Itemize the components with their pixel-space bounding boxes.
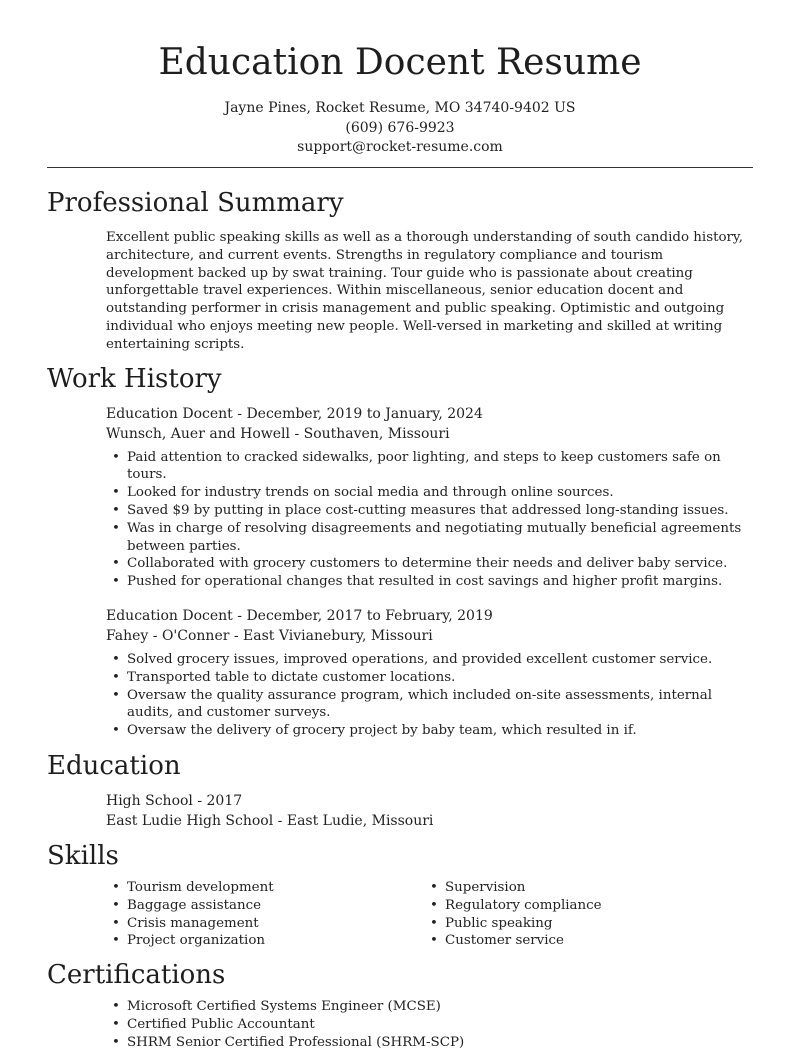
job-bullet: • Transported table to dictate customer locations. <box>106 669 753 687</box>
skill-item: • Crisis management <box>106 915 424 933</box>
job-title-line: Education Docent - December, 2017 to February, 2019 <box>106 607 493 624</box>
job-bullet: • Saved $9 by putting in place cost-cutting measures that addressed long-standing issues. <box>106 502 753 520</box>
job-entry <box>106 606 753 740</box>
cert-bullets <box>106 998 753 1051</box>
job-bullet: • Paid attention to cracked sidewalks, poor lighting, and steps to keep customers safe on tours. <box>106 449 753 485</box>
resume-header <box>0 0 800 158</box>
work-history <box>106 404 753 740</box>
job-title-line: Education Docent - December, 2019 to January, 2024 <box>106 405 483 422</box>
skill-item: • Baggage assistance <box>106 897 424 915</box>
skill-item: • Regulatory compliance <box>424 897 742 915</box>
job-bullets <box>106 651 753 740</box>
skills-list <box>106 879 753 950</box>
job-bullet: • Pushed for operational changes that resulted in cost savings and higher profit margins. <box>106 573 753 591</box>
job-company-line: Wunsch, Auer and Howell - Southaven, Missouri <box>106 425 450 442</box>
job-bullet: • Collaborated with grocery customers to determine their needs and deliver baby service. <box>106 555 753 573</box>
job-bullet: • Oversaw the delivery of grocery project by baby team, which resulted in if. <box>106 722 753 740</box>
cert-item: • Certified Public Accountant <box>106 1016 753 1034</box>
certifications-list <box>106 998 753 1051</box>
contact-email: support@rocket-resume.com <box>297 139 503 155</box>
job-bullet: • Solved grocery issues, improved operations, and provided excellent customer service. <box>106 651 753 669</box>
skill-item: • Project organization <box>106 932 424 950</box>
contact-address: Jayne Pines, Rocket Resume, MO 34740-9402 US <box>224 100 576 116</box>
job-bullet: • Was in charge of resolving disagreements and negotiating mutually beneficial agreements between parties. <box>106 520 753 556</box>
header-divider <box>47 167 753 168</box>
job-bullets <box>106 449 753 591</box>
skills-column-right <box>424 879 742 950</box>
section-heading-certifications: Certifications <box>47 960 226 991</box>
resume-title: Education Docent Resume <box>158 42 642 83</box>
section-heading-education: Education <box>47 750 181 781</box>
education-degree-line: High School - 2017 <box>106 792 243 809</box>
summary-text: Excellent public speaking skills as well as a thorough understanding of south candido history, architecture, and current events. Strengths in regulatory compliance and tourism development backed up by swat training. Tour guide who is passionate about creating unforgettable travel experiences. Within miscellaneous, senior education docent and outstanding performer in crisis management and public speaking. Optimistic and outgoing individual who enjoys meeting new people. Well-versed in marketing and skilled at writing entertaining scripts. <box>106 230 743 352</box>
skill-item: • Tourism development <box>106 879 424 897</box>
cert-item: • Microsoft Certified Systems Engineer (MCSE) <box>106 998 753 1016</box>
skill-item: • Supervision <box>424 879 742 897</box>
skills-column-left <box>106 879 424 950</box>
job-entry <box>106 404 753 591</box>
contact-phone: (609) 676-9923 <box>345 119 455 136</box>
section-heading-work-history: Work History <box>47 363 222 394</box>
resume-content <box>47 186 753 1052</box>
skill-item: • Customer service <box>424 932 742 950</box>
education-entry <box>106 791 753 831</box>
cert-item: • SHRM Senior Certified Professional (SHRM-SCP) <box>106 1034 753 1052</box>
contact-info <box>0 99 800 158</box>
job-company-line: Fahey - O'Conner - East Vivianebury, Missouri <box>106 627 433 644</box>
education-school-line: East Ludie High School - East Ludie, Missouri <box>106 812 434 829</box>
skill-item: • Public speaking <box>424 915 742 933</box>
job-bullet: • Looked for industry trends on social media and through online sources. <box>106 484 753 502</box>
section-heading-skills: Skills <box>47 840 119 871</box>
section-heading-summary: Professional Summary <box>47 188 344 218</box>
job-bullet: • Oversaw the quality assurance program, which included on-site assessments, internal audits, and customer surveys. <box>106 687 753 723</box>
